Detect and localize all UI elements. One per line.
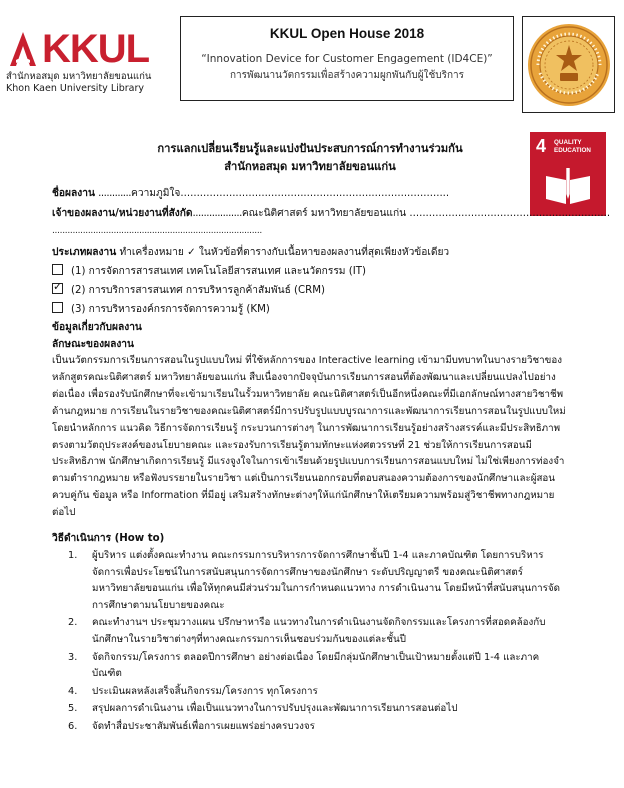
checkbox-crm[interactable] — [52, 283, 63, 294]
logo-subtitle-english: Khon Kaen University Library — [6, 83, 145, 94]
paragraph-line: ต่อไป — [52, 507, 76, 519]
type-row — [52, 245, 449, 261]
step-line: นักศึกษาในรายวิชาต่างๆที่ทางคณะกรรมการเห็นชอบร่วมกันของแต่ละชั้นปี — [92, 633, 406, 645]
option-it-label: (1) การจัดการสารสนเทศ เทคโนโลยีสารสนเทศ และนวัตกรรม (IT) — [71, 266, 366, 277]
event-subtitle-thai: การพัฒนานวัตกรรมเพื่อสร้างความผูกพันกับผู้ใช้บริการ — [230, 70, 464, 81]
checkbox-it[interactable] — [52, 264, 63, 275]
kkul-logo — [6, 28, 166, 98]
faculty-seal-icon — [526, 21, 612, 109]
work-title-value: ความภูมิใจ................................................................................... — [131, 188, 450, 199]
step-item — [52, 548, 592, 614]
option-km-label: (3) การบริหารองค์กรการจัดการความรู้ (KM) — [71, 304, 270, 315]
step-number: 4. — [68, 685, 78, 697]
option-it[interactable] — [52, 264, 366, 280]
logo-subtitle-thai: สำนักหอสมุด มหาวิทยาลัยขอนแก่น — [6, 71, 152, 82]
step-line: จัดทำสื่อประชาสัมพันธ์เพื่อการเผยแพร่อย่างครบวงจร — [92, 720, 315, 732]
sdg-label-line2: EDUCATION — [554, 146, 591, 154]
document-heading: การแลกเปลี่ยนเรียนรู้และแบ่งปันประสบการณ์การทำงานร่วมกัน — [157, 142, 463, 155]
step-number: 5. — [68, 703, 78, 715]
type-instruction-b: ในหัวข้อที่ตารางกับเนื้อหาของผลงานที่สุดเพียงหัวข้อเดียว — [198, 247, 450, 258]
paragraph-line: ตามตำรากฎหมาย หรือฟังบรรยายในรายวิชา แต่เป็นการเรียนนอกกรอบที่ตอบสนองความต้องการของนักศึกษาและผู้สอน — [52, 473, 556, 485]
sdg-quality-education-badge — [530, 132, 606, 216]
description-paragraph — [52, 353, 574, 522]
step-number: 3. — [68, 651, 78, 663]
method-steps-list — [52, 548, 592, 737]
owner-dots: .................. — [192, 208, 242, 219]
paragraph-line: ต่อเนื่อง เพื่อรองรับนักศึกษาที่จะเข้ามาเรียนในรั้วมหาวิทยาลัย คณะนิติศาสตร์เป็นอีกหนึ่งคณะที่มีเอกลักษณ์ทางสายวิชาชีพ — [52, 388, 564, 400]
type-instruction-a: ทำเครื่องหมาย — [119, 247, 184, 258]
step-line: จัดการเพื่อประโยชน์ในการสนับสนุนการจัดการศึกษาของนักศึกษา ระดับปริญญาตรี ของคณะนิติศาสตร์ — [92, 566, 524, 578]
sdg-label — [554, 139, 591, 154]
owner-label: เจ้าของผลงาน/หน่วยงานที่สังกัด — [52, 208, 193, 219]
paragraph-line: ด้านกฎหมาย การเรียนในรายวิชาของคณะนิติศาสตร์มีการปรับรูปแบบบูรณาการและพัฒนาการเรียนการสอนในรูปแบบใหม่ — [52, 405, 566, 417]
sdg-number: 4 — [536, 136, 547, 156]
paragraph-line: ควบคู่กัน ข้อมูล หรือ Information ที่มีอยู่ เสริมสร้างทักษะต่างๆให้แก่นักศึกษาให้เตรียมความพร้อมสู่วิชาชีพทางกฎหมาย — [52, 490, 555, 502]
step-line: บัณฑิต — [92, 668, 122, 680]
step-number: 2. — [68, 617, 78, 629]
paragraph-line: ประสิทธิภาพ นักศึกษาเกิดการเรียนรู้ มีแรงจูงใจในการเข้าเรียนด้วยรูปแบบการเรียนการสอนแบบใหม่ ไม่ใช่เพียงการท่องจำ — [52, 456, 565, 468]
separator-dots: .................................................................................. — [52, 226, 262, 236]
option-crm-label: (2) การบริการสารสนเทศ การบริหารลูกค้าสัมพันธ์ (CRM) — [71, 285, 325, 296]
checkbox-km[interactable] — [52, 302, 63, 313]
step-item — [52, 701, 592, 718]
paragraph-line: โดยนำหลักการ แนวคิด วิธีการจัดการเรียนรู้ กระบวนการต่างๆ ในการพัฒนาการเรียนรู้อย่างสร้างสรรค์และมีประสิทธิภาพ — [52, 422, 561, 434]
step-item — [52, 615, 592, 648]
step-item — [52, 650, 592, 683]
document-subheading: สำนักหอสมุด มหาวิทยาลัยขอนแก่น — [224, 160, 396, 173]
owner-row — [52, 206, 610, 222]
option-crm[interactable] — [52, 283, 325, 299]
checkmark-icon: ✓ — [187, 247, 196, 258]
step-line: คณะทำงานฯ ประชุมวางแผน ปรึกษาหารือ แนวทางในการดำเนินงานจัดกิจกรรมและโครงการที่สอดคล้องกับ — [92, 617, 546, 629]
paragraph-line: เป็นนวัตกรรมการเรียนการสอนในรูปแบบใหม่ ที่ใช้หลักการของ Interactive learning เข้ามามีบทบาทในบางรายวิชาของ — [52, 355, 563, 366]
option-km[interactable] — [52, 302, 270, 318]
info-heading: ข้อมูลเกี่ยวกับผลงาน — [52, 322, 142, 333]
type-label: ประเภทผลงาน — [52, 247, 117, 258]
event-subtitle-english: “Innovation Device for Customer Engagement (ID4CE)” — [201, 53, 493, 65]
book-logo-icon — [6, 30, 40, 68]
owner-value: คณะนิติศาสตร์ มหาวิทยาลัยขอนแก่น .............................................................. — [241, 208, 611, 219]
event-title-box — [180, 16, 514, 101]
step-item — [52, 684, 592, 701]
faculty-seal-box — [522, 16, 615, 113]
work-title-label: ชื่อผลงาน — [52, 188, 95, 199]
event-title: KKUL Open House 2018 — [269, 26, 425, 41]
step-item — [52, 719, 592, 736]
work-title-row — [52, 186, 449, 202]
logo-wordmark: KKUL — [42, 27, 150, 71]
sdg-label-line1: QUALITY — [554, 139, 582, 146]
method-heading: วิธีดำเนินการ (How to) — [52, 533, 165, 544]
work-title-dots: ............ — [98, 188, 132, 199]
step-line: มหาวิทยาลัยขอนแก่น เพื่อให้ทุกคนมีส่วนร่วมในการกำหนดแนวทาง การดำเนินงาน โดยมีหน้าที่สนับสนุนการจัด — [92, 583, 561, 595]
step-line: ผู้บริหาร แต่งตั้งคณะทำงาน คณะกรรมการบริหารการจัดการศึกษาชั้นปี 1-4 และภาคบัณฑิต โดยการบริหาร — [92, 550, 544, 561]
paragraph-line: หลักสูตรคณะนิติศาสตร์ มหาวิทยาลัยขอนแก่น สืบเนื่องจากปัจจุบันการเรียนการสอนที่ต้องพัฒนาและเปลี่ยนแปลงไปอย่าง — [52, 371, 556, 383]
step-number: 6. — [68, 720, 78, 732]
step-number: 1. — [68, 550, 78, 561]
nature-heading: ลักษณะของผลงาน — [52, 339, 134, 350]
open-book-pencil-icon — [542, 166, 594, 206]
step-line: การศึกษาตามนโยบายของคณะ — [92, 599, 225, 611]
step-line: สรุปผลการดำเนินงาน เพื่อเป็นแนวทางในการปรับปรุงและพัฒนาการเรียนการสอนต่อไป — [92, 703, 458, 715]
step-line: จัดกิจกรรม/โครงการ ตลอดปีการศึกษา อย่างต่อเนื่อง โดยมีกลุ่มนักศึกษาเป็นเป้าหมายตั้งแต่ปี 1-4 และภาค — [92, 651, 540, 663]
step-line: ประเมินผลหลังเสร็จสิ้นกิจกรรม/โครงการ ทุกโครงการ — [92, 685, 318, 697]
paragraph-line: ตรงตามวัตถุประสงค์ของนโยบายคณะ และรองรับการเรียนรู้ตามทักษะแห่งศตวรรษที่ 21 ช่วยให้การเรียนการสอนมี — [52, 439, 532, 451]
